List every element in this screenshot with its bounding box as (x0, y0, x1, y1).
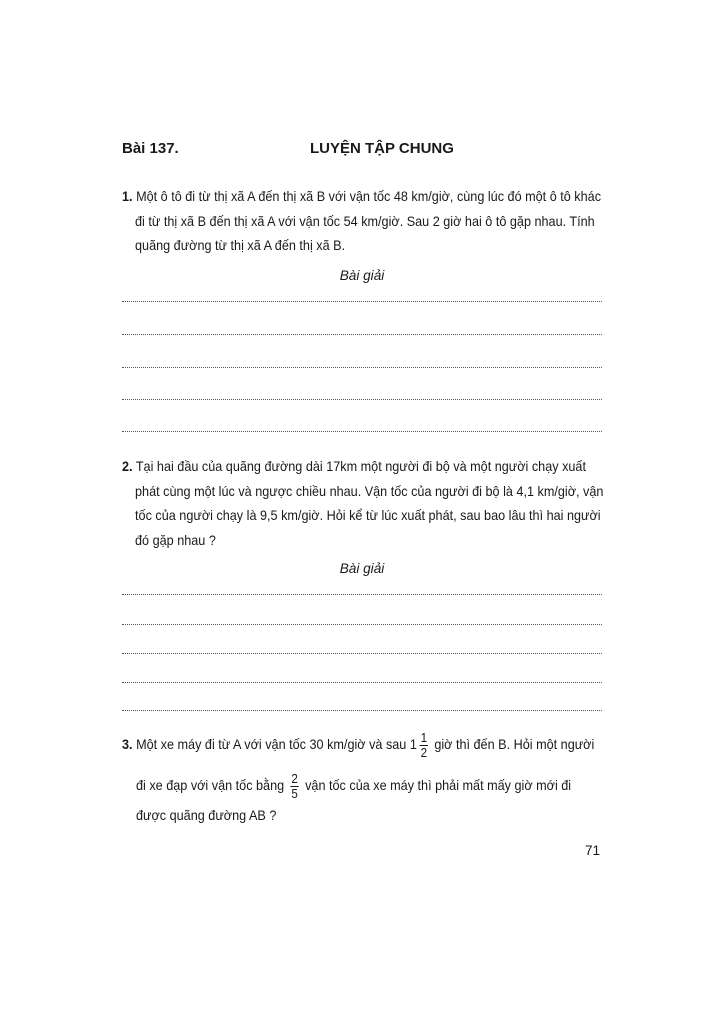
problem-1-statement: Một ô tô đi từ thị xã A đến thị xã B với vận tốc 48 km/giờ, cùng lúc đó một ô tô khác đi từ thị xã B đến thị xã A với vận tốc 54 km/giờ. Sau 2 giờ hai ô tô gặp nhau. Tính quãng đường từ thị xã A đến thị xã B. (135, 189, 602, 253)
mixed-number-fraction (420, 731, 428, 760)
problem-1-number: 1. (122, 189, 133, 204)
problem-3-line-3: được quãng đường AB ? (136, 808, 277, 823)
problem-2-solution-heading: Bài giải (339, 561, 385, 576)
problem-2-number: 2. (122, 459, 133, 474)
lesson-title: LUYỆN TẬP CHUNG (310, 140, 454, 157)
problem-3-text-d: vận tốc của xe máy thì phải mất mấy giờ mới đi (305, 778, 572, 794)
answer-line[interactable] (122, 624, 602, 625)
answer-line[interactable] (122, 653, 602, 654)
fraction-numerator: 2 (291, 772, 298, 786)
answer-line[interactable] (122, 301, 602, 302)
mixed-number-whole: 1 (409, 737, 417, 753)
problem-3-text-b: giờ thì đến B. Hỏi một người (434, 737, 595, 753)
speed-ratio-fraction (290, 772, 298, 801)
problem-3-text-a: Một xe máy đi từ A với vận tốc 30 km/giờ và sau (136, 737, 407, 753)
fraction-numerator: 1 (420, 731, 428, 745)
answer-line[interactable] (122, 682, 602, 683)
lesson-number: Bài 137. (122, 140, 179, 157)
answer-line[interactable] (122, 431, 602, 432)
problem-3-line-1 (122, 731, 594, 760)
answer-line[interactable] (122, 334, 602, 335)
problem-2-statement: Tại hai đầu của quãng đường dài 17km một người đi bộ và một người chạy xuất phát cùng một lúc và ngược chiều nhau. Vận tốc của người đi bộ là 4,1 km/giờ, vận tốc của người chạy là 9,5 km/giờ. Hỏi kể từ lúc xuất phát, sau bao lâu thì hai người đó gặp nhau ? (135, 459, 604, 548)
page-number: 71 (585, 843, 601, 858)
answer-line[interactable] (122, 399, 602, 400)
fraction-denominator: 5 (291, 787, 298, 801)
problem-3-text-c: đi xe đạp với vận tốc bằng (136, 778, 285, 794)
problem-1-text (122, 185, 614, 259)
problem-3-line-2 (136, 772, 571, 801)
answer-line[interactable] (122, 710, 602, 711)
problem-2-text (122, 455, 614, 553)
problem-1-solution-heading: Bài giải (339, 268, 385, 283)
problem-2 (122, 455, 604, 553)
problem-3-number: 3. (122, 737, 133, 753)
answer-line[interactable] (122, 594, 602, 595)
problem-1 (122, 185, 602, 259)
answer-line[interactable] (122, 367, 602, 368)
fraction-denominator: 2 (420, 746, 428, 760)
lesson-header (122, 140, 602, 162)
